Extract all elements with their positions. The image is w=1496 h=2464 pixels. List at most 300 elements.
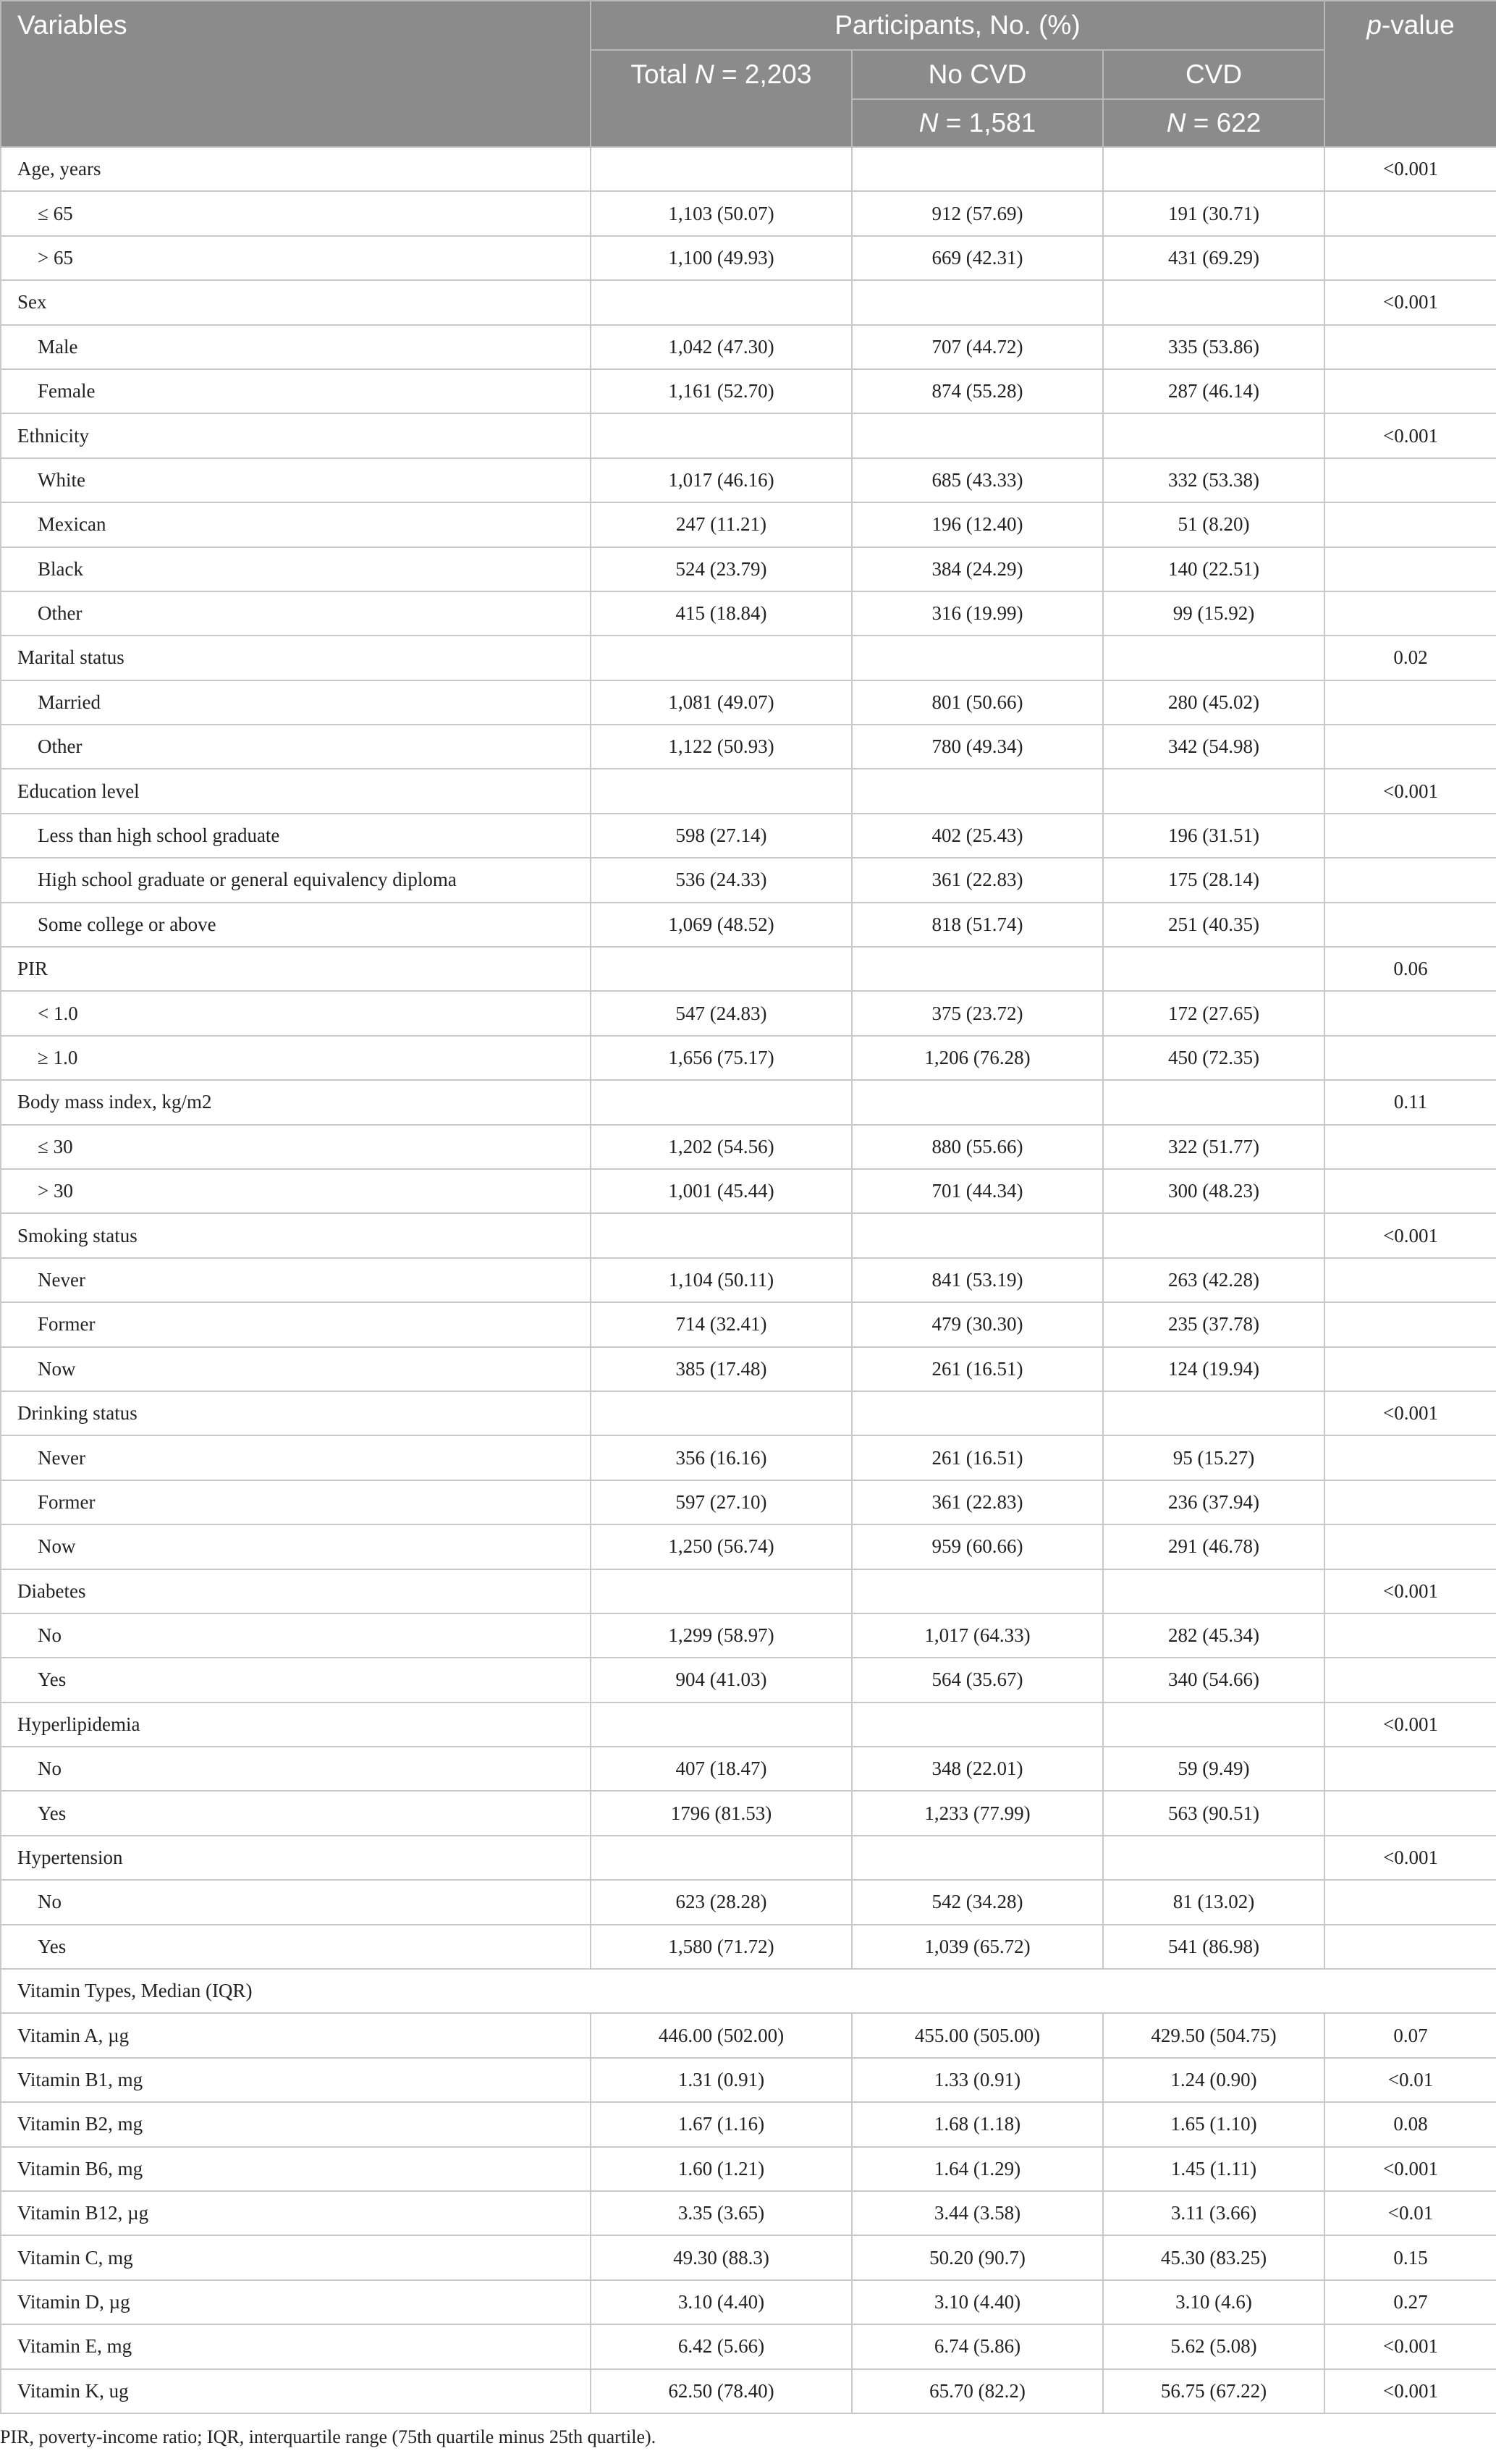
row-label: Hypertension — [1, 1836, 591, 1880]
table-row — [1, 1925, 1496, 1969]
p-value-cell — [1324, 1036, 1496, 1080]
row-label: Age, years — [1, 147, 591, 191]
cvd-cell: 5.62 (5.08) — [1103, 2324, 1324, 2368]
row-label: Vitamin E, mg — [1, 2324, 591, 2368]
total-cell: 62.50 (78.40) — [591, 2369, 852, 2413]
table-row — [1, 1080, 1496, 1124]
cvd-cell — [1103, 1569, 1324, 1613]
cvd-cell: 59 (9.49) — [1103, 1747, 1324, 1791]
total-cell — [591, 1703, 852, 1747]
table-row — [1, 280, 1496, 324]
row-label: Vitamin K, ug — [1, 2369, 591, 2413]
table-row — [1, 191, 1496, 235]
table-row — [1, 814, 1496, 858]
cvd-cell: 340 (54.66) — [1103, 1658, 1324, 1702]
section-label: Vitamin Types, Median (IQR) — [1, 1969, 1496, 2013]
table-row — [1, 680, 1496, 725]
total-cell: 1,100 (49.93) — [591, 236, 852, 280]
row-label: > 65 — [1, 236, 591, 280]
no-cvd-cell: 959 (60.66) — [852, 1524, 1103, 1569]
table-row — [1, 547, 1496, 591]
total-cell: 524 (23.79) — [591, 547, 852, 591]
total-cell — [591, 280, 852, 324]
total-cell: 597 (27.10) — [591, 1480, 852, 1524]
total-cell: 1,580 (71.72) — [591, 1925, 852, 1969]
cvd-cell — [1103, 1391, 1324, 1435]
cvd-cell: 282 (45.34) — [1103, 1613, 1324, 1658]
table-row — [1, 2324, 1496, 2368]
table-row — [1, 2147, 1496, 2191]
cvd-cell: 563 (90.51) — [1103, 1791, 1324, 1835]
cvd-cell: 191 (30.71) — [1103, 191, 1324, 235]
no-cvd-cell — [852, 636, 1103, 680]
total-cell: 536 (24.33) — [591, 858, 852, 902]
table-row — [1, 1258, 1496, 1302]
no-cvd-cell: 1,017 (64.33) — [852, 1613, 1103, 1658]
total-cell: 3.10 (4.40) — [591, 2280, 852, 2324]
table-row — [1, 1747, 1496, 1791]
no-cvd-cell: 375 (23.72) — [852, 991, 1103, 1035]
p-value-cell — [1324, 236, 1496, 280]
p-value-cell — [1324, 1258, 1496, 1302]
row-label: Vitamin B2, mg — [1, 2102, 591, 2146]
row-label: Former — [1, 1302, 591, 1346]
p-value-cell — [1324, 991, 1496, 1035]
row-label: No — [1, 1747, 591, 1791]
table-row — [1, 1569, 1496, 1613]
total-cell: 1,103 (50.07) — [591, 191, 852, 235]
total-cell: 598 (27.14) — [591, 814, 852, 858]
no-cvd-cell: 50.20 (90.7) — [852, 2235, 1103, 2279]
no-cvd-cell: 1.68 (1.18) — [852, 2102, 1103, 2146]
total-cell: 1,069 (48.52) — [591, 903, 852, 947]
p-value-cell — [1324, 1791, 1496, 1835]
total-cell: 356 (16.16) — [591, 1435, 852, 1480]
p-value-cell: <0.001 — [1324, 2324, 1496, 2368]
p-value-cell: <0.001 — [1324, 1213, 1496, 1257]
cvd-cell — [1103, 1213, 1324, 1257]
no-cvd-cell: 1.64 (1.29) — [852, 2147, 1103, 2191]
total-cell — [591, 947, 852, 991]
total-cell: 1796 (81.53) — [591, 1791, 852, 1835]
no-cvd-cell: 1.33 (0.91) — [852, 2058, 1103, 2102]
cvd-cell: 450 (72.35) — [1103, 1036, 1324, 1080]
total-cell: 1,001 (45.44) — [591, 1169, 852, 1213]
table-footnote: PIR, poverty-income ratio; IQR, interquartile range (75th quartile minus 25th quartile). — [0, 2426, 656, 2447]
p-value-cell — [1324, 1302, 1496, 1346]
no-cvd-cell: 780 (49.34) — [852, 725, 1103, 769]
table-row — [1, 2369, 1496, 2413]
cvd-cell: 287 (46.14) — [1103, 369, 1324, 413]
p-value-cell — [1324, 903, 1496, 947]
row-label: Ethnicity — [1, 413, 591, 457]
no-cvd-cell — [852, 947, 1103, 991]
cvd-cell: 3.11 (3.66) — [1103, 2191, 1324, 2235]
total-cell: 1,122 (50.93) — [591, 725, 852, 769]
cvd-cell: 263 (42.28) — [1103, 1258, 1324, 1302]
no-cvd-cell — [852, 1080, 1103, 1124]
p-value-cell: <0.001 — [1324, 1836, 1496, 1880]
no-cvd-cell — [852, 1569, 1103, 1613]
cvd-cell: 3.10 (4.6) — [1103, 2280, 1324, 2324]
p-value-cell: <0.001 — [1324, 2369, 1496, 2413]
p-value-cell: <0.001 — [1324, 413, 1496, 457]
table-row — [1, 725, 1496, 769]
total-cell: 1,104 (50.11) — [591, 1258, 852, 1302]
row-label: > 30 — [1, 1169, 591, 1213]
p-value-cell — [1324, 725, 1496, 769]
cvd-cell — [1103, 1080, 1324, 1124]
total-cell: 415 (18.84) — [591, 591, 852, 636]
cvd-header: CVD — [1103, 50, 1324, 99]
p-value-cell: <0.001 — [1324, 1569, 1496, 1613]
cvd-cell: 342 (54.98) — [1103, 725, 1324, 769]
pvalue-rest: -value — [1381, 10, 1455, 40]
total-cell: 385 (17.48) — [591, 1347, 852, 1391]
cvd-cell: 1.65 (1.10) — [1103, 2102, 1324, 2146]
table-row — [1, 769, 1496, 813]
no-cvd-cell — [852, 769, 1103, 813]
p-value-cell — [1324, 1613, 1496, 1658]
row-label: White — [1, 458, 591, 502]
no-cvd-cell — [852, 1836, 1103, 1880]
cvd-cell: 56.75 (67.22) — [1103, 2369, 1324, 2413]
no-cvd-cell: 261 (16.51) — [852, 1347, 1103, 1391]
table-row — [1, 369, 1496, 413]
participants-header: Participants, No. (%) — [591, 1, 1324, 50]
total-cell: 1,202 (54.56) — [591, 1125, 852, 1169]
row-label: Yes — [1, 1658, 591, 1702]
no-cvd-cell: 316 (19.99) — [852, 591, 1103, 636]
table-row — [1, 591, 1496, 636]
p-value-cell: 0.08 — [1324, 2102, 1496, 2146]
cvd-cell: 140 (22.51) — [1103, 547, 1324, 591]
p-value-cell — [1324, 1925, 1496, 1969]
no-cvd-cell: 455.00 (505.00) — [852, 2013, 1103, 2057]
no-cvd-n-value: = 1,581 — [938, 108, 1036, 138]
row-label: Diabetes — [1, 1569, 591, 1613]
row-label: Education level — [1, 769, 591, 813]
row-label: Hyperlipidemia — [1, 1703, 591, 1747]
no-cvd-cell — [852, 280, 1103, 324]
total-prefix: Total — [630, 59, 695, 89]
total-cell: 1,299 (58.97) — [591, 1613, 852, 1658]
table-row — [1, 1213, 1496, 1257]
total-cell: 714 (32.41) — [591, 1302, 852, 1346]
p-value-cell — [1324, 547, 1496, 591]
cvd-n-symbol: N — [1166, 108, 1186, 138]
row-label: Vitamin B12, µg — [1, 2191, 591, 2235]
row-label: Black — [1, 547, 591, 591]
table-row — [1, 236, 1496, 280]
total-cell — [591, 1836, 852, 1880]
total-cell: 1,161 (52.70) — [591, 369, 852, 413]
row-label: Vitamin C, mg — [1, 2235, 591, 2279]
cvd-count-header — [1103, 99, 1324, 147]
cvd-cell: 429.50 (504.75) — [1103, 2013, 1324, 2057]
no-cvd-cell — [852, 1213, 1103, 1257]
table-row — [1, 2235, 1496, 2279]
no-cvd-cell: 261 (16.51) — [852, 1435, 1103, 1480]
cvd-cell: 541 (86.98) — [1103, 1925, 1324, 1969]
no-cvd-cell: 1,233 (77.99) — [852, 1791, 1103, 1835]
no-cvd-cell: 685 (43.33) — [852, 458, 1103, 502]
cvd-cell: 45.30 (83.25) — [1103, 2235, 1324, 2279]
row-label: No — [1, 1880, 591, 1924]
cvd-cell — [1103, 1703, 1324, 1747]
cvd-cell: 95 (15.27) — [1103, 1435, 1324, 1480]
row-label: Sex — [1, 280, 591, 324]
total-cell: 1.60 (1.21) — [591, 2147, 852, 2191]
cvd-cell: 236 (37.94) — [1103, 1480, 1324, 1524]
no-cvd-cell — [852, 1703, 1103, 1747]
total-cell: 1,656 (75.17) — [591, 1036, 852, 1080]
p-value-cell: 0.27 — [1324, 2280, 1496, 2324]
no-cvd-cell: 874 (55.28) — [852, 369, 1103, 413]
cvd-cell: 291 (46.78) — [1103, 1524, 1324, 1569]
total-cell: 6.42 (5.66) — [591, 2324, 852, 2368]
row-label: Smoking status — [1, 1213, 591, 1257]
table-row — [1, 1302, 1496, 1346]
row-label: Other — [1, 591, 591, 636]
row-label: Yes — [1, 1925, 591, 1969]
total-cell: 1,042 (47.30) — [591, 325, 852, 369]
no-cvd-cell: 6.74 (5.86) — [852, 2324, 1103, 2368]
pvalue-header — [1324, 1, 1496, 147]
p-value-cell: <0.001 — [1324, 147, 1496, 191]
no-cvd-cell: 669 (42.31) — [852, 236, 1103, 280]
cvd-cell: 235 (37.78) — [1103, 1302, 1324, 1346]
total-cell: 1,081 (49.07) — [591, 680, 852, 725]
total-cell — [591, 1569, 852, 1613]
p-value-cell: <0.001 — [1324, 280, 1496, 324]
table-row — [1, 325, 1496, 369]
row-label: Female — [1, 369, 591, 413]
p-value-cell — [1324, 1347, 1496, 1391]
p-value-cell: <0.001 — [1324, 769, 1496, 813]
no-cvd-cell: 542 (34.28) — [852, 1880, 1103, 1924]
pvalue-italic: p — [1366, 10, 1382, 40]
no-cvd-cell: 384 (24.29) — [852, 547, 1103, 591]
no-cvd-cell: 196 (12.40) — [852, 502, 1103, 547]
no-cvd-cell: 361 (22.83) — [852, 858, 1103, 902]
row-label: Former — [1, 1480, 591, 1524]
p-value-cell — [1324, 1480, 1496, 1524]
row-label: Vitamin B6, mg — [1, 2147, 591, 2191]
no-cvd-cell: 361 (22.83) — [852, 1480, 1103, 1524]
table-row — [1, 2280, 1496, 2324]
total-value: = 2,203 — [714, 59, 812, 89]
row-label: High school graduate or general equivalency diploma — [1, 858, 591, 902]
p-value-cell — [1324, 191, 1496, 235]
cvd-cell — [1103, 769, 1324, 813]
cvd-cell — [1103, 280, 1324, 324]
row-label: Vitamin B1, mg — [1, 2058, 591, 2102]
row-label: No — [1, 1613, 591, 1658]
no-cvd-cell: 801 (50.66) — [852, 680, 1103, 725]
row-label: Body mass index, kg/m2 — [1, 1080, 591, 1124]
p-value-cell — [1324, 680, 1496, 725]
table-row — [1, 1347, 1496, 1391]
no-cvd-header: No CVD — [852, 50, 1103, 99]
cvd-cell: 300 (48.23) — [1103, 1169, 1324, 1213]
p-value-cell: 0.15 — [1324, 2235, 1496, 2279]
table-row — [1, 2191, 1496, 2235]
table-row — [1, 636, 1496, 680]
no-cvd-cell: 3.10 (4.40) — [852, 2280, 1103, 2324]
total-cell: 1,250 (56.74) — [591, 1524, 852, 1569]
total-cell — [591, 413, 852, 457]
row-label: Never — [1, 1435, 591, 1480]
no-cvd-cell: 841 (53.19) — [852, 1258, 1103, 1302]
no-cvd-cell: 479 (30.30) — [852, 1302, 1103, 1346]
no-cvd-cell: 1,039 (65.72) — [852, 1925, 1103, 1969]
row-label: Male — [1, 325, 591, 369]
table-row — [1, 1036, 1496, 1080]
p-value-cell — [1324, 369, 1496, 413]
no-cvd-cell: 880 (55.66) — [852, 1125, 1103, 1169]
no-cvd-cell: 707 (44.72) — [852, 325, 1103, 369]
row-label: Mexican — [1, 502, 591, 547]
p-value-cell: <0.01 — [1324, 2191, 1496, 2235]
no-cvd-cell: 348 (22.01) — [852, 1747, 1103, 1791]
no-cvd-cell: 65.70 (82.2) — [852, 2369, 1103, 2413]
total-cell: 904 (41.03) — [591, 1658, 852, 1702]
total-cell: 623 (28.28) — [591, 1880, 852, 1924]
total-cell: 1,017 (46.16) — [591, 458, 852, 502]
row-label: Other — [1, 725, 591, 769]
table-row — [1, 1969, 1496, 2013]
table-header — [1, 1, 1496, 147]
row-label: Marital status — [1, 636, 591, 680]
cvd-cell: 81 (13.02) — [1103, 1880, 1324, 1924]
row-label: ≤ 30 — [1, 1125, 591, 1169]
p-value-cell: <0.001 — [1324, 2147, 1496, 2191]
total-cell: 3.35 (3.65) — [591, 2191, 852, 2235]
p-value-cell — [1324, 458, 1496, 502]
table-row — [1, 991, 1496, 1035]
table-row — [1, 2013, 1496, 2057]
cvd-cell — [1103, 636, 1324, 680]
cvd-cell: 51 (8.20) — [1103, 502, 1324, 547]
cvd-cell: 251 (40.35) — [1103, 903, 1324, 947]
cvd-cell: 1.45 (1.11) — [1103, 2147, 1324, 2191]
cvd-cell — [1103, 947, 1324, 991]
total-n-symbol: N — [694, 59, 714, 89]
no-cvd-cell: 701 (44.34) — [852, 1169, 1103, 1213]
no-cvd-cell: 3.44 (3.58) — [852, 2191, 1103, 2235]
no-cvd-cell: 912 (57.69) — [852, 191, 1103, 235]
total-cell — [591, 1080, 852, 1124]
p-value-cell — [1324, 1169, 1496, 1213]
row-label: Now — [1, 1347, 591, 1391]
cvd-cell: 332 (53.38) — [1103, 458, 1324, 502]
row-label: < 1.0 — [1, 991, 591, 1035]
p-value-cell — [1324, 502, 1496, 547]
table-row — [1, 903, 1496, 947]
cvd-cell — [1103, 413, 1324, 457]
p-value-cell — [1324, 1435, 1496, 1480]
table-row — [1, 413, 1496, 457]
cvd-cell: 322 (51.77) — [1103, 1125, 1324, 1169]
row-label: Less than high school graduate — [1, 814, 591, 858]
table-row — [1, 458, 1496, 502]
table-row — [1, 1480, 1496, 1524]
table-row — [1, 1125, 1496, 1169]
table-row — [1, 1435, 1496, 1480]
p-value-cell — [1324, 1524, 1496, 1569]
row-label: Some college or above — [1, 903, 591, 947]
cvd-cell: 99 (15.92) — [1103, 591, 1324, 636]
table-row — [1, 1391, 1496, 1435]
total-cell — [591, 1391, 852, 1435]
cvd-cell: 124 (19.94) — [1103, 1347, 1324, 1391]
total-cell: 1.67 (1.16) — [591, 2102, 852, 2146]
total-header — [591, 50, 852, 147]
total-cell — [591, 147, 852, 191]
row-label: Married — [1, 680, 591, 725]
p-value-cell: <0.001 — [1324, 1391, 1496, 1435]
p-value-cell: 0.11 — [1324, 1080, 1496, 1124]
row-label: ≥ 1.0 — [1, 1036, 591, 1080]
cvd-cell: 280 (45.02) — [1103, 680, 1324, 725]
table-row — [1, 1836, 1496, 1880]
row-label: Drinking status — [1, 1391, 591, 1435]
no-cvd-cell: 564 (35.67) — [852, 1658, 1103, 1702]
no-cvd-cell — [852, 147, 1103, 191]
p-value-cell: <0.01 — [1324, 2058, 1496, 2102]
p-value-cell — [1324, 1125, 1496, 1169]
p-value-cell — [1324, 591, 1496, 636]
p-value-cell: <0.001 — [1324, 1703, 1496, 1747]
row-label: Never — [1, 1258, 591, 1302]
total-cell: 446.00 (502.00) — [591, 2013, 852, 2057]
total-cell: 49.30 (88.3) — [591, 2235, 852, 2279]
total-cell: 547 (24.83) — [591, 991, 852, 1035]
cvd-cell: 335 (53.86) — [1103, 325, 1324, 369]
no-cvd-cell — [852, 413, 1103, 457]
table-row — [1, 858, 1496, 902]
cvd-cell: 1.24 (0.90) — [1103, 2058, 1324, 2102]
row-label: Vitamin D, µg — [1, 2280, 591, 2324]
p-value-cell: 0.07 — [1324, 2013, 1496, 2057]
cvd-cell — [1103, 147, 1324, 191]
total-cell: 1.31 (0.91) — [591, 2058, 852, 2102]
table-row — [1, 2102, 1496, 2146]
p-value-cell — [1324, 858, 1496, 902]
total-cell: 407 (18.47) — [591, 1747, 852, 1791]
cvd-cell: 172 (27.65) — [1103, 991, 1324, 1035]
row-label: PIR — [1, 947, 591, 991]
no-cvd-cell — [852, 1391, 1103, 1435]
p-value-cell: 0.02 — [1324, 636, 1496, 680]
p-value-cell: 0.06 — [1324, 947, 1496, 991]
row-label: ≤ 65 — [1, 191, 591, 235]
table-row — [1, 1703, 1496, 1747]
table-row — [1, 947, 1496, 991]
no-cvd-count-header — [852, 99, 1103, 147]
table-row — [1, 1613, 1496, 1658]
total-cell — [591, 1213, 852, 1257]
table-row — [1, 147, 1496, 191]
no-cvd-cell: 402 (25.43) — [852, 814, 1103, 858]
p-value-cell — [1324, 1880, 1496, 1924]
row-label: Yes — [1, 1791, 591, 1835]
no-cvd-n-symbol: N — [918, 108, 939, 138]
p-value-cell — [1324, 814, 1496, 858]
cvd-cell: 431 (69.29) — [1103, 236, 1324, 280]
table-row — [1, 1169, 1496, 1213]
